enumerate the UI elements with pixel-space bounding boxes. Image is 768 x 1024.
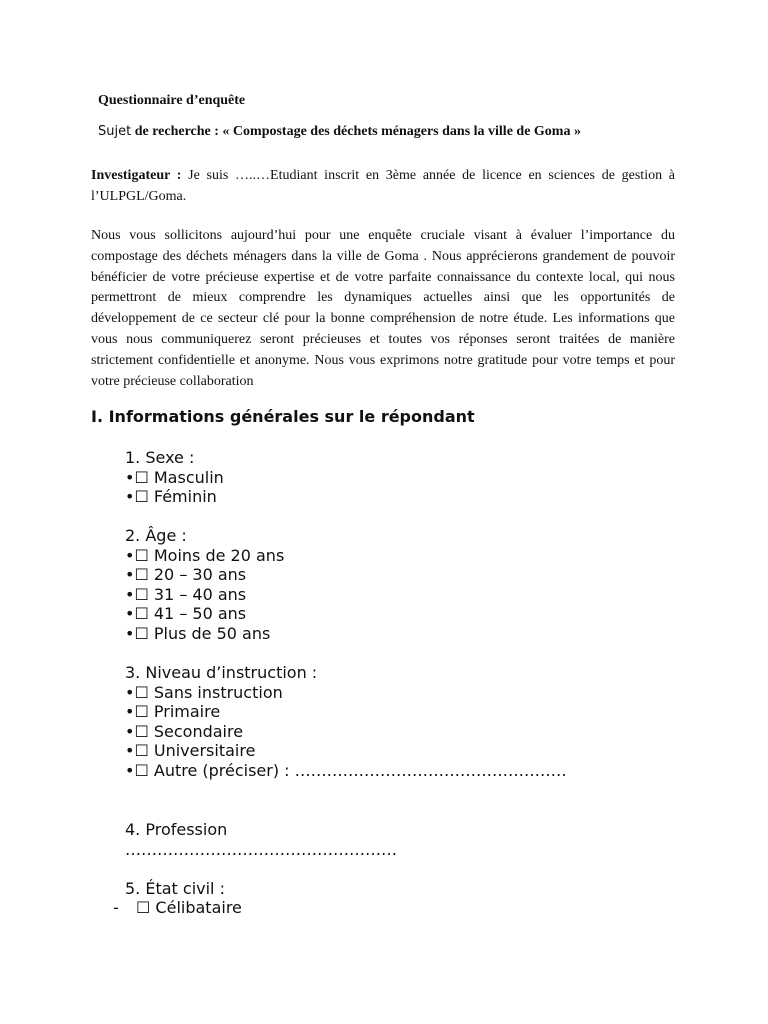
question-age bbox=[125, 526, 284, 644]
section-title: I. Informations générales sur le répondant bbox=[91, 407, 475, 426]
option-feminin[interactable]: •☐ Féminin bbox=[125, 487, 217, 507]
question-label: 1. Sexe : bbox=[125, 448, 195, 467]
option-universitaire[interactable]: •☐ Universitaire bbox=[125, 741, 256, 761]
question-label: 4. Profession bbox=[125, 820, 228, 839]
question-label: 3. Niveau d’instruction : bbox=[125, 663, 318, 682]
option-masculin[interactable]: •☐ Masculin bbox=[125, 467, 224, 487]
document-title: Questionnaire d’enquête bbox=[98, 93, 246, 108]
option-secondaire[interactable]: •☐ Secondaire bbox=[125, 721, 244, 741]
research-subject bbox=[98, 124, 581, 140]
question-label: 5. État civil : bbox=[125, 879, 225, 898]
option-autre[interactable]: •☐ Autre (préciser) : …………………………………………… bbox=[125, 760, 567, 780]
subject-text: de recherche : « Compostage des déchets ménagers dans la ville de Goma » bbox=[131, 124, 581, 139]
option-plus-50[interactable]: •☐ Plus de 50 ans bbox=[125, 623, 271, 643]
profession-blank-field[interactable]: …………………………………………… bbox=[125, 839, 397, 859]
intro-paragraph: Nous vous sollicitons aujourd’hui pour une enquête cruciale visant à évaluer l’importance du compostage des déchets ménagers dans la ville de Goma . Nous apprécierons grandement de pouvoir bénéficier de votre précieuse expertise et de votre parfaite connaissance du contexte local, qui nous permettront de mieux comprendre les dynamiques actuelles ainsi que les opportunités de développement de ce secteur clé pour la bonne compréhension de notre étude. Les informations que vous nous communiquerez seront précieuses et toutes vos réponses seront traitées de manière strictement confidentielle et anonyme. Nous vous exprimons notre gratitude pour votre temps et pour votre précieuse collaboration bbox=[91, 228, 675, 389]
option-20-30[interactable]: •☐ 20 – 30 ans bbox=[125, 565, 247, 585]
question-niveau bbox=[125, 663, 567, 781]
question-profession bbox=[125, 820, 397, 859]
investigator-label: Investigateur : bbox=[91, 168, 182, 183]
option-31-40[interactable]: •☐ 31 – 40 ans bbox=[125, 584, 247, 604]
question-etat-civil bbox=[125, 879, 225, 899]
subject-label: Sujet bbox=[98, 124, 132, 139]
investigator-text: Je suis …..…Etudiant inscrit en 3ème année de licence en sciences de gestion à l’ULPGL/Goma. bbox=[91, 168, 676, 204]
option-sans-instruction[interactable]: •☐ Sans instruction bbox=[125, 682, 283, 702]
option-celibataire[interactable] bbox=[113, 898, 242, 918]
option-moins-20[interactable]: •☐ Moins de 20 ans bbox=[125, 545, 285, 565]
option-label: ☐ Célibataire bbox=[136, 898, 242, 917]
list-dash: - bbox=[113, 898, 119, 917]
investigator-paragraph bbox=[91, 166, 675, 208]
question-label: 2. Âge : bbox=[125, 526, 187, 545]
option-primaire[interactable]: •☐ Primaire bbox=[125, 702, 221, 722]
question-sexe bbox=[125, 448, 224, 507]
option-41-50[interactable]: •☐ 41 – 50 ans bbox=[125, 604, 247, 624]
